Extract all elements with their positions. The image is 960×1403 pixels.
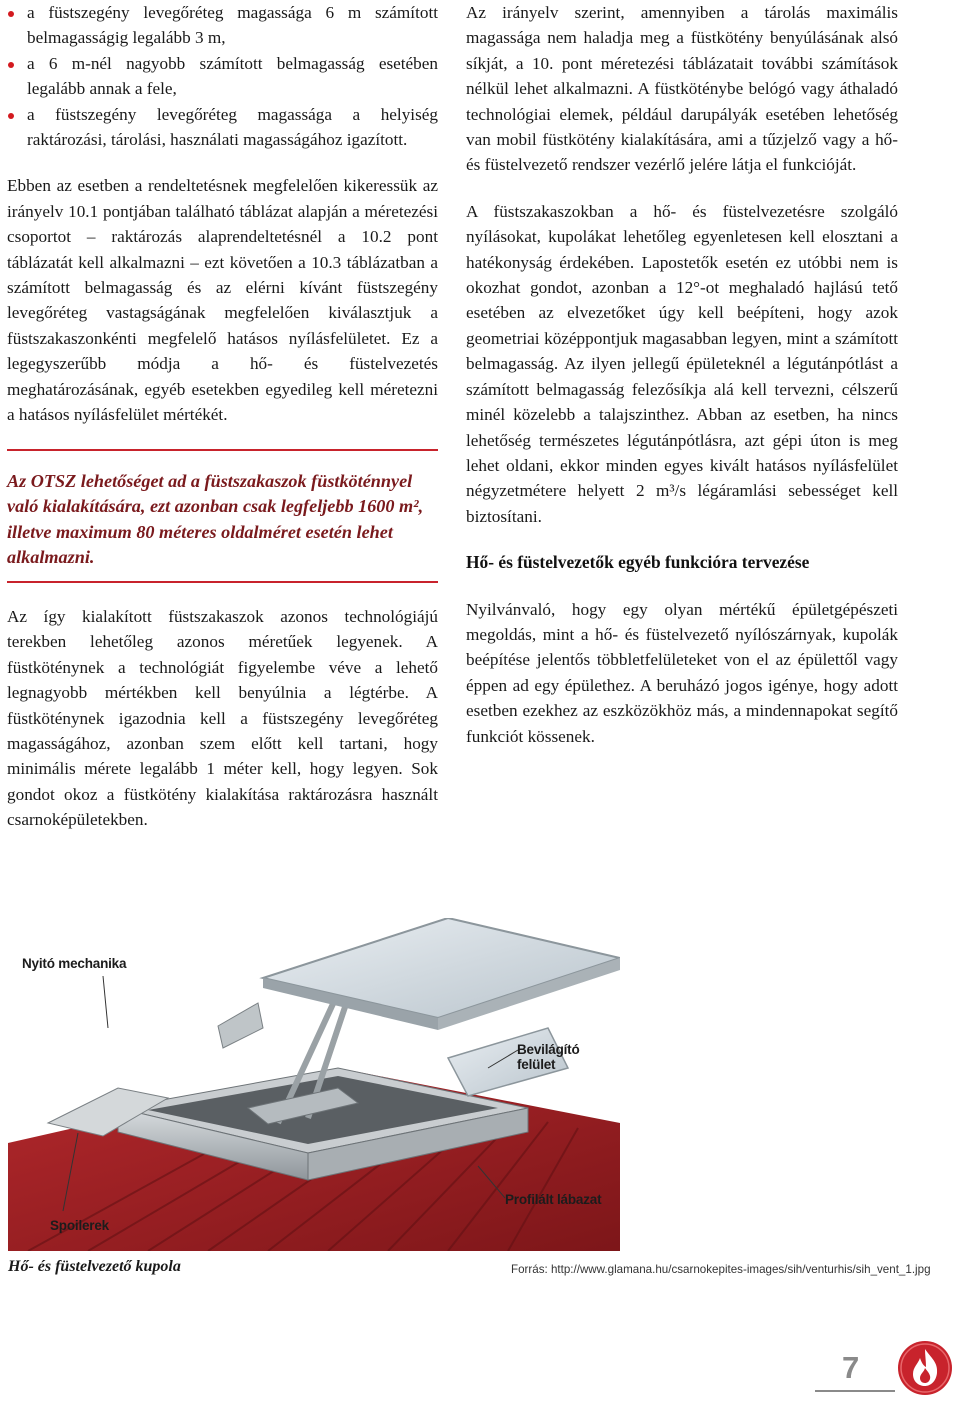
list-item: a 6 m-nél nagyobb számított belmagasság esetében legalább annak a fele, <box>7 51 438 102</box>
figure-source: Forrás: http://www.glamana.hu/csarnokepites-images/sih/venturhis/sih_vent_1.jpg <box>511 1263 931 1276</box>
bullet-list <box>7 0 438 152</box>
label-profiled-base: Profilált lábazat <box>505 1192 602 1207</box>
smoke-vent-illustration <box>8 918 620 1251</box>
bullet-icon <box>8 113 14 119</box>
body-paragraph: Nyilvánvaló, hogy egy olyan mértékű épületgépészeti megoldás, mint a hő- és füstelvezető nyílószárnyak, kupolák beépítése jelentős többletfelületeket von el az épülettől vagy éppen ad egy épülethez. A beruházó jogos igénye, hogy adott esetben ezekhez az eszközökhöz más, a mindennapokat segítő funkciót kössenek. <box>466 599 898 746</box>
body-paragraph: Ebben az esetben a rendeltetésnek megfelelően kikeressük az irányelv 10.1 pontjában található táblázat alapján a méretezési csoportot – raktározás alaprendeltetésnél a 10.2 pont táblázatát kell alkalmazni – ezt követően a 10.3 táblázatban a számított belmagasság és az elérni kívánt füstszegény levegőréteg vastagságának megfelelően kiválasztjuk a füstszakaszonkénti megfelelő hatásos nyílásfelületet. Ez a legegyszerűbb módja a hő- és füstelvezetés meghatározásának, egyéb esetekben egyedileg kell méretezni a hatásos nyílásfelület mértékét. <box>7 176 438 425</box>
section-heading: Hő- és füstelvezetők egyéb funkcióra tervezése <box>466 552 810 573</box>
page-number: 7 <box>842 1350 860 1385</box>
bullet-icon <box>8 11 14 17</box>
highlight-box <box>7 469 438 583</box>
left-column <box>7 0 438 833</box>
bullet-icon <box>8 62 14 68</box>
right-column <box>466 0 898 749</box>
list-item: a füstszegény levegőréteg magassága a helyiség raktározási, tárolási, használati magasságához igazított. <box>7 102 438 153</box>
flame-icon <box>897 1340 953 1396</box>
highlight-text: Az OTSZ lehetőséget ad a füstszakaszok füstköténnyel való kialakítására, ezt azonban csak legfeljebb 1600 m², illetve maximum 80 méteres oldalméret esetén lehet alkalmazni. <box>7 470 424 568</box>
body-paragraph: A füstszakaszokban a hő- és füstelvezetésre szolgáló nyílásokat, kupolákat lehetőleg egyenletesen kell elosztani a hatékonyság érdekében. Lapostetők esetén ez utóbbi nem is okozhat gondot, azonban a 12°-ot meghaladó hajlású tető esetében az elvezetőket úgy kell beépíteni, hogy azok geometriai középpontjuk magasabban legyen, mint a számított belmagasság. Az ilyen jellegű épületeknél a légutánpótlást a számított belmagasság felezősíkja alá kell tervezni, célszerű minél közelebb a talajszinthez. Abban az esetben, ha nincs lehetőség természetes légutánpótlásra, azt gépi úton is meg lehet oldani, ekkor minden egyes kivált hatásos nyílásfelület négyzetmétere helyett 2 m³/s légáramlási sebességet kell biztosítani. <box>466 201 898 526</box>
highlight-rule-top <box>7 449 438 451</box>
label-opening-mechanism: Nyitó mechanika <box>22 956 127 971</box>
page-number-rule <box>815 1390 895 1392</box>
figure-caption: Hő- és füstelvezető kupola <box>8 1258 181 1275</box>
label-skylight-surface: Bevilágító felület <box>517 1042 580 1072</box>
list-item: a füstszegény levegőréteg magassága 6 m számított belmagasságig legalább 3 m, <box>7 0 438 51</box>
body-paragraph: Az így kialakított füstszakaszok azonos technológiájú terekben lehetőleg azonos méretűek legyenek. A füstköténynek a technológiát figyelembe véve a lehető legnagyobb mértékben kell benyúlnia a légtérbe. A füstköténynek igazodnia kell a füstszegény levegőréteg magasságához, azonban szem előtt kell tartani, hogy minimális mérete legalább 1 méter kell, hogy legyen. Sok gondot okoz a füstkötény kialakítása raktározásra használt csarnoképületekben. <box>7 606 438 830</box>
label-spoilers: Spoilerek <box>50 1218 109 1233</box>
body-paragraph: Az irányelv szerint, amennyiben a tárolás maximális magassága nem haladja meg a füstkötény benyúlásának alsó síkját, a 10. pont méretezési táblázatait további számítások nélkül lehet alkalmazni. A füstköténybe belógó vagy áthaladó technológiai elemek, például darupályák esetében lehetőség van mobil füstkötény kialakítására, ami a tűzjelző vagy a hő- és füstelvezető rendszer vezérlő jelére látja el funkcióját. <box>466 3 898 175</box>
